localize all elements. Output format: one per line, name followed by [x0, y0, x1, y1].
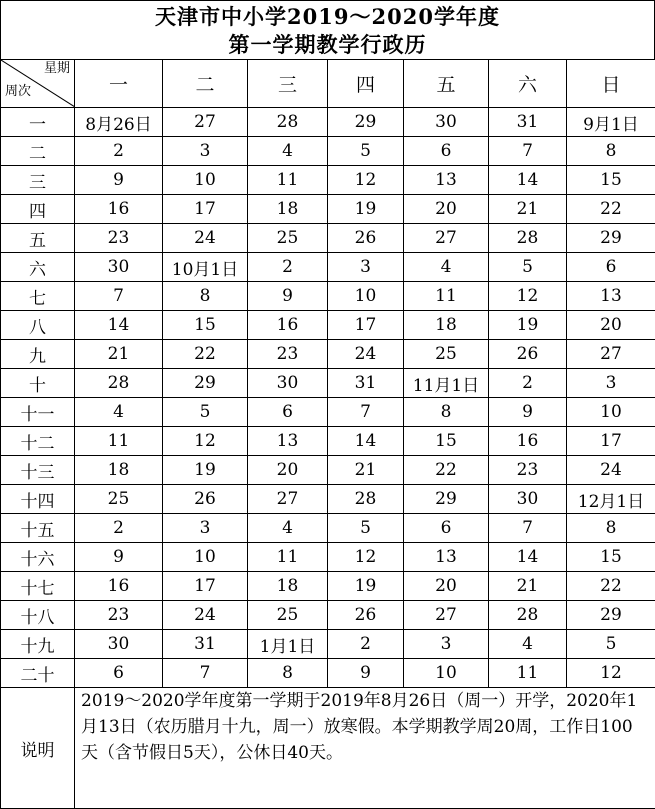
date-cell: 6: [248, 398, 328, 427]
date-cell: 6: [404, 514, 489, 543]
date-cell: 22: [567, 572, 655, 601]
date-cell: 14: [489, 543, 567, 572]
date-cell: 6: [75, 659, 163, 688]
date-cell: 8: [248, 659, 328, 688]
title-line-1: 天津市中小学2019～2020学年度: [155, 4, 500, 29]
day-header: 三: [248, 60, 328, 108]
date-cell: 4: [404, 253, 489, 282]
date-cell: 3: [567, 369, 655, 398]
week-row: [1, 630, 655, 659]
date-cell: 30: [75, 630, 163, 659]
date-cell: 25: [404, 340, 489, 369]
date-cell: 29: [328, 108, 404, 137]
date-cell: 19: [328, 572, 404, 601]
date-cell: 16: [489, 427, 567, 456]
date-cell: 28: [489, 224, 567, 253]
date-cell: 27: [404, 224, 489, 253]
day-header: 一: [75, 60, 163, 108]
week-label: 二十: [1, 659, 75, 688]
date-cell: 13: [567, 282, 655, 311]
date-cell: 31: [163, 630, 248, 659]
week-row: [1, 543, 655, 572]
date-cell: 25: [248, 601, 328, 630]
date-cell: 7: [489, 137, 567, 166]
notes-label: 说明: [1, 688, 75, 809]
date-cell: 24: [163, 601, 248, 630]
date-cell: 26: [328, 224, 404, 253]
date-cell: 12: [328, 166, 404, 195]
date-cell: 28: [328, 485, 404, 514]
week-label: 一: [1, 108, 75, 137]
header-row: [1, 60, 655, 108]
week-label: 三: [1, 166, 75, 195]
week-label: 六: [1, 253, 75, 282]
date-cell: 29: [163, 369, 248, 398]
date-cell: 13: [404, 166, 489, 195]
week-label: 十九: [1, 630, 75, 659]
date-cell: 7: [75, 282, 163, 311]
date-cell: 5: [489, 253, 567, 282]
date-cell: 23: [75, 601, 163, 630]
week-label: 二: [1, 137, 75, 166]
date-cell: 12: [328, 543, 404, 572]
date-cell: 7: [163, 659, 248, 688]
week-row: [1, 398, 655, 427]
date-cell: 22: [567, 195, 655, 224]
week-row: [1, 601, 655, 630]
week-row: [1, 485, 655, 514]
date-cell: 30: [404, 108, 489, 137]
date-cell: 8: [404, 398, 489, 427]
week-label: 四: [1, 195, 75, 224]
date-cell: 16: [248, 311, 328, 340]
date-cell: 9: [248, 282, 328, 311]
date-cell: 5: [163, 398, 248, 427]
date-cell: 31: [328, 369, 404, 398]
date-cell: 23: [75, 224, 163, 253]
notes-text: 2019～2020学年度第一学期于2019年8月26日（周一）开学，2020年1月13日（农历腊月十九，周一）放寒假。本学期教学周20周，工作日100天（含节假日5天），公休日40天。: [75, 688, 655, 809]
week-label: 十八: [1, 601, 75, 630]
date-cell: 3: [163, 514, 248, 543]
day-header: 二: [163, 60, 248, 108]
week-label: 十一: [1, 398, 75, 427]
date-cell: 11月1日: [404, 369, 489, 398]
week-label: 七: [1, 282, 75, 311]
date-cell: 21: [489, 572, 567, 601]
date-cell: 2: [328, 630, 404, 659]
date-cell: 11: [404, 282, 489, 311]
date-cell: 12: [163, 427, 248, 456]
date-cell: 11: [75, 427, 163, 456]
date-cell: 2: [489, 369, 567, 398]
date-cell: 10: [163, 543, 248, 572]
date-cell: 4: [75, 398, 163, 427]
date-cell: 30: [489, 485, 567, 514]
date-cell: 18: [248, 572, 328, 601]
date-cell: 4: [489, 630, 567, 659]
week-row: [1, 108, 655, 137]
date-cell: 11: [248, 543, 328, 572]
date-cell: 24: [163, 224, 248, 253]
day-header: 日: [567, 60, 655, 108]
date-cell: 30: [75, 253, 163, 282]
date-cell: 9: [75, 543, 163, 572]
date-cell: 20: [248, 456, 328, 485]
week-row: [1, 369, 655, 398]
date-cell: 15: [163, 311, 248, 340]
week-row: [1, 340, 655, 369]
week-label: 十六: [1, 543, 75, 572]
week-row: [1, 427, 655, 456]
date-cell: 9月1日: [567, 108, 655, 137]
date-cell: 4: [248, 137, 328, 166]
week-row: [1, 224, 655, 253]
date-cell: 29: [404, 485, 489, 514]
week-row: [1, 166, 655, 195]
date-cell: 15: [404, 427, 489, 456]
week-label: 十三: [1, 456, 75, 485]
date-cell: 14: [75, 311, 163, 340]
date-cell: 18: [75, 456, 163, 485]
week-row: [1, 195, 655, 224]
date-cell: 13: [404, 543, 489, 572]
week-label: 十二: [1, 427, 75, 456]
corner-week-label: 周次: [5, 84, 32, 99]
date-cell: 30: [248, 369, 328, 398]
date-cell: 27: [163, 108, 248, 137]
date-cell: 25: [75, 485, 163, 514]
date-cell: 23: [248, 340, 328, 369]
date-cell: 15: [567, 166, 655, 195]
date-cell: 16: [75, 195, 163, 224]
date-cell: 22: [163, 340, 248, 369]
date-cell: 2: [248, 253, 328, 282]
date-cell: 27: [404, 601, 489, 630]
date-cell: 27: [567, 340, 655, 369]
week-rows: [1, 108, 655, 688]
date-cell: 18: [404, 311, 489, 340]
week-row: [1, 311, 655, 340]
week-row: [1, 253, 655, 282]
date-cell: 17: [163, 195, 248, 224]
date-cell: 21: [75, 340, 163, 369]
date-cell: 20: [404, 572, 489, 601]
date-cell: 4: [248, 514, 328, 543]
date-cell: 11: [248, 166, 328, 195]
date-cell: 3: [163, 137, 248, 166]
date-cell: 14: [489, 166, 567, 195]
date-cell: 28: [489, 601, 567, 630]
date-cell: 29: [567, 224, 655, 253]
date-cell: 13: [248, 427, 328, 456]
date-cell: 14: [328, 427, 404, 456]
date-cell: 22: [404, 456, 489, 485]
date-cell: 23: [489, 456, 567, 485]
date-cell: 5: [328, 137, 404, 166]
date-cell: 24: [567, 456, 655, 485]
date-cell: 1月1日: [248, 630, 328, 659]
date-cell: 8: [567, 514, 655, 543]
date-cell: 16: [75, 572, 163, 601]
date-cell: 21: [328, 456, 404, 485]
week-row: [1, 659, 655, 688]
corner-cell: [1, 60, 75, 108]
date-cell: 6: [567, 253, 655, 282]
day-header: 六: [489, 60, 567, 108]
week-row: [1, 572, 655, 601]
date-cell: 26: [163, 485, 248, 514]
date-cell: 21: [489, 195, 567, 224]
notes-row: [1, 688, 655, 809]
date-cell: 10: [567, 398, 655, 427]
calendar-table: [0, 59, 655, 809]
date-cell: 28: [248, 108, 328, 137]
date-cell: 9: [75, 166, 163, 195]
date-cell: 7: [489, 514, 567, 543]
date-cell: 3: [328, 253, 404, 282]
week-row: [1, 137, 655, 166]
date-cell: 29: [567, 601, 655, 630]
date-cell: 18: [248, 195, 328, 224]
date-cell: 19: [163, 456, 248, 485]
date-cell: 17: [328, 311, 404, 340]
date-cell: 12月1日: [567, 485, 655, 514]
week-label: 十五: [1, 514, 75, 543]
date-cell: 6: [404, 137, 489, 166]
date-cell: 11: [489, 659, 567, 688]
week-row: [1, 456, 655, 485]
date-cell: 17: [163, 572, 248, 601]
week-label: 十四: [1, 485, 75, 514]
date-cell: 8: [163, 282, 248, 311]
date-cell: 20: [567, 311, 655, 340]
title-line-2: 第一学期教学行政历: [228, 32, 427, 57]
date-cell: 31: [489, 108, 567, 137]
date-cell: 17: [567, 427, 655, 456]
week-row: [1, 514, 655, 543]
date-cell: 10: [404, 659, 489, 688]
week-label: 九: [1, 340, 75, 369]
date-cell: 2: [75, 514, 163, 543]
date-cell: 5: [567, 630, 655, 659]
corner-weekday-label: 星期: [43, 61, 70, 76]
date-cell: 19: [328, 195, 404, 224]
date-cell: 24: [328, 340, 404, 369]
day-header: 五: [404, 60, 489, 108]
date-cell: 26: [489, 340, 567, 369]
week-row: [1, 282, 655, 311]
date-cell: 25: [248, 224, 328, 253]
week-label: 五: [1, 224, 75, 253]
date-cell: 2: [75, 137, 163, 166]
date-cell: 12: [489, 282, 567, 311]
date-cell: 8月26日: [75, 108, 163, 137]
date-cell: 12: [567, 659, 655, 688]
date-cell: 8: [567, 137, 655, 166]
date-cell: 20: [404, 195, 489, 224]
day-header: 四: [328, 60, 404, 108]
date-cell: 9: [328, 659, 404, 688]
date-cell: 15: [567, 543, 655, 572]
week-label: 十七: [1, 572, 75, 601]
date-cell: 7: [328, 398, 404, 427]
date-cell: 10: [163, 166, 248, 195]
date-cell: 26: [328, 601, 404, 630]
week-label: 十: [1, 369, 75, 398]
date-cell: 3: [404, 630, 489, 659]
title-block: [0, 0, 655, 59]
date-cell: 27: [248, 485, 328, 514]
week-label: 八: [1, 311, 75, 340]
date-cell: 19: [489, 311, 567, 340]
date-cell: 10月1日: [163, 253, 248, 282]
date-cell: 28: [75, 369, 163, 398]
date-cell: 5: [328, 514, 404, 543]
date-cell: 10: [328, 282, 404, 311]
date-cell: 9: [489, 398, 567, 427]
